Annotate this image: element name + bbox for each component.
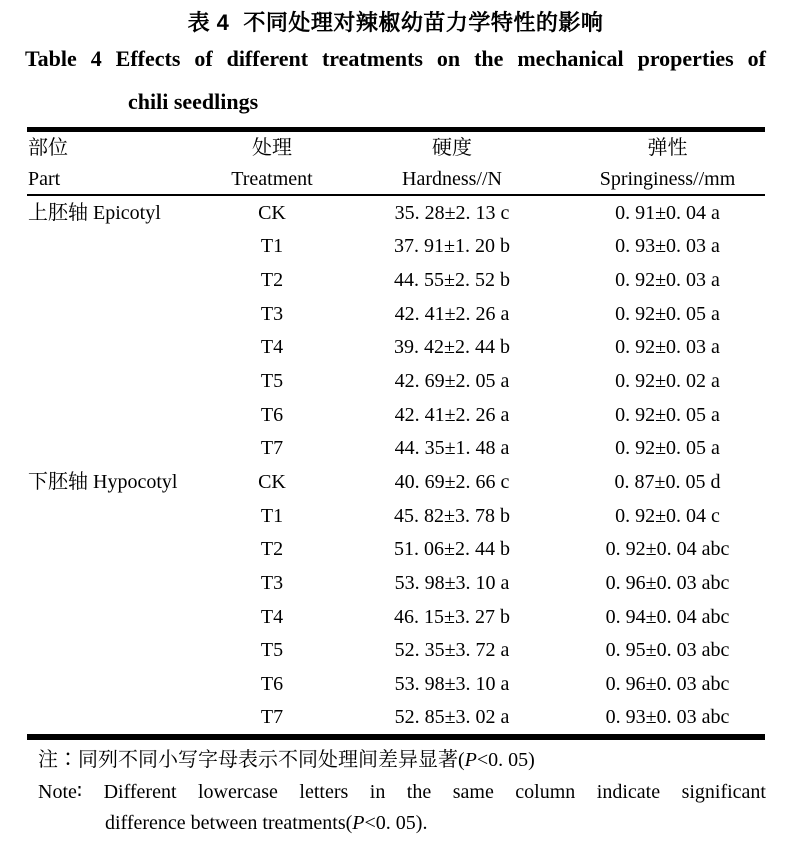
hardness-cell: 37. 91±1. 20 b: [394, 235, 510, 258]
part-cell: 下胚轴 Hypocotyl: [28, 470, 178, 493]
springiness-cell: 0. 87±0. 05 d: [614, 470, 721, 493]
table-note: [38, 748, 766, 836]
header-treatment-zh: 处理: [252, 136, 292, 159]
table-body: [27, 196, 765, 734]
chinese-title-text: 不同处理对辣椒幼苗力学特性的影响: [243, 10, 604, 35]
note-zh-suffix: <0. 05): [476, 749, 535, 771]
table-row: [27, 532, 765, 566]
header-part-zh: 部位: [28, 136, 68, 159]
p-value-italic: P: [352, 812, 365, 834]
treatment-cell: T4: [260, 336, 284, 359]
table-row: [27, 196, 765, 230]
table-row: [27, 230, 765, 264]
header-hardness-zh: 硬度: [432, 136, 472, 159]
hardness-cell: 42. 41±2. 26 a: [394, 403, 510, 426]
springiness-cell: 0. 96±0. 03 abc: [605, 672, 730, 695]
hardness-cell: 42. 69±2. 05 a: [394, 370, 510, 393]
springiness-cell: 0. 92±0. 05 a: [615, 437, 720, 460]
table-row: [27, 465, 765, 499]
note-en-suffix: <0. 05).: [364, 812, 428, 834]
treatment-cell: T1: [260, 235, 284, 258]
data-table: [27, 127, 765, 740]
table-row: [27, 701, 765, 735]
hardness-cell: 52. 85±3. 02 a: [394, 706, 510, 729]
treatment-cell: T6: [260, 672, 284, 695]
springiness-cell: 0. 92±0. 03 a: [615, 336, 720, 359]
springiness-cell: 0. 92±0. 02 a: [615, 370, 720, 393]
table-row: [27, 566, 765, 600]
hardness-cell: 42. 41±2. 26 a: [394, 302, 510, 325]
table-header-zh: [27, 132, 765, 163]
note-zh: [38, 748, 766, 773]
springiness-cell: 0. 95±0. 03 abc: [605, 639, 730, 662]
treatment-cell: T7: [260, 437, 284, 460]
treatment-cell: T3: [260, 571, 284, 594]
springiness-cell: 0. 93±0. 03 abc: [605, 706, 730, 729]
treatment-cell: T1: [260, 504, 284, 527]
treatment-cell: CK: [258, 201, 286, 224]
hardness-cell: 44. 55±2. 52 b: [394, 269, 510, 292]
chinese-title: [0, 6, 791, 37]
hardness-cell: 53. 98±3. 10 a: [394, 571, 510, 594]
table-row: [27, 600, 765, 634]
p-value-italic: P: [464, 749, 477, 771]
note-zh-text: 注∶同列不同小写字母表示不同处理间差异显著(: [38, 749, 465, 771]
springiness-cell: 0. 92±0. 04 c: [615, 504, 720, 527]
english-title-line1: [25, 46, 766, 72]
part-cell: 上胚轴 Epicotyl: [28, 201, 161, 224]
header-springiness-zh: 弹性: [647, 136, 688, 159]
springiness-cell: 0. 92±0. 05 a: [615, 302, 720, 325]
header-springiness-en: Springiness//mm: [599, 167, 736, 190]
hardness-cell: 53. 98±3. 10 a: [394, 672, 510, 695]
hardness-cell: 39. 42±2. 44 b: [394, 336, 510, 359]
springiness-cell: 0. 92±0. 03 a: [615, 269, 720, 292]
treatment-cell: T4: [260, 605, 284, 628]
table-row: [27, 633, 765, 667]
springiness-cell: 0. 91±0. 04 a: [615, 201, 720, 224]
springiness-cell: 0. 93±0. 03 a: [615, 235, 720, 258]
table-row: [27, 331, 765, 365]
table-row: [27, 667, 765, 701]
springiness-cell: 0. 92±0. 05 a: [615, 403, 720, 426]
chinese-title-label: 表 4: [187, 10, 230, 35]
hardness-cell: 40. 69±2. 66 c: [394, 470, 510, 493]
hardness-cell: 44. 35±1. 48 a: [394, 437, 510, 460]
treatment-cell: T5: [260, 639, 284, 662]
hardness-cell: 51. 06±2. 44 b: [394, 538, 510, 561]
hardness-cell: 52. 35±3. 72 a: [394, 639, 510, 662]
treatment-cell: T2: [260, 538, 284, 561]
note-en-text: difference between treatments(: [105, 812, 353, 834]
table-row: [27, 499, 765, 533]
treatment-cell: T5: [260, 370, 284, 393]
springiness-cell: 0. 92±0. 04 abc: [605, 538, 730, 561]
springiness-cell: 0. 96±0. 03 abc: [605, 571, 730, 594]
springiness-cell: 0. 94±0. 04 abc: [605, 605, 730, 628]
header-part-en: Part: [28, 167, 61, 190]
english-title-line2: chili seedlings: [128, 89, 259, 114]
treatment-cell: T6: [260, 403, 284, 426]
hardness-cell: 45. 82±3. 78 b: [394, 504, 510, 527]
treatment-cell: CK: [258, 470, 286, 493]
table-row: [27, 263, 765, 297]
header-treatment-en: Treatment: [231, 167, 313, 190]
treatment-cell: T3: [260, 302, 284, 325]
hardness-cell: 46. 15±3. 27 b: [394, 605, 510, 628]
hardness-cell: 35. 28±2. 13 c: [394, 201, 510, 224]
table-row: [27, 297, 765, 331]
header-hardness-en: Hardness//N: [402, 167, 502, 190]
note-en-line2: [105, 811, 766, 836]
table-row: [27, 364, 765, 398]
table-row: [27, 431, 765, 465]
table-header-en: [27, 163, 765, 194]
table-row: [27, 398, 765, 432]
table-bottom-rule: [27, 734, 765, 740]
note-en-line1: Note∶ Different lowercase letters in the same column indicate significant: [38, 781, 766, 803]
treatment-cell: T7: [260, 706, 284, 729]
treatment-cell: T2: [260, 269, 284, 292]
english-title-label: Table 4: [25, 46, 102, 71]
english-title-text: Effects of different treatments on the mechanical properties of: [115, 46, 766, 71]
